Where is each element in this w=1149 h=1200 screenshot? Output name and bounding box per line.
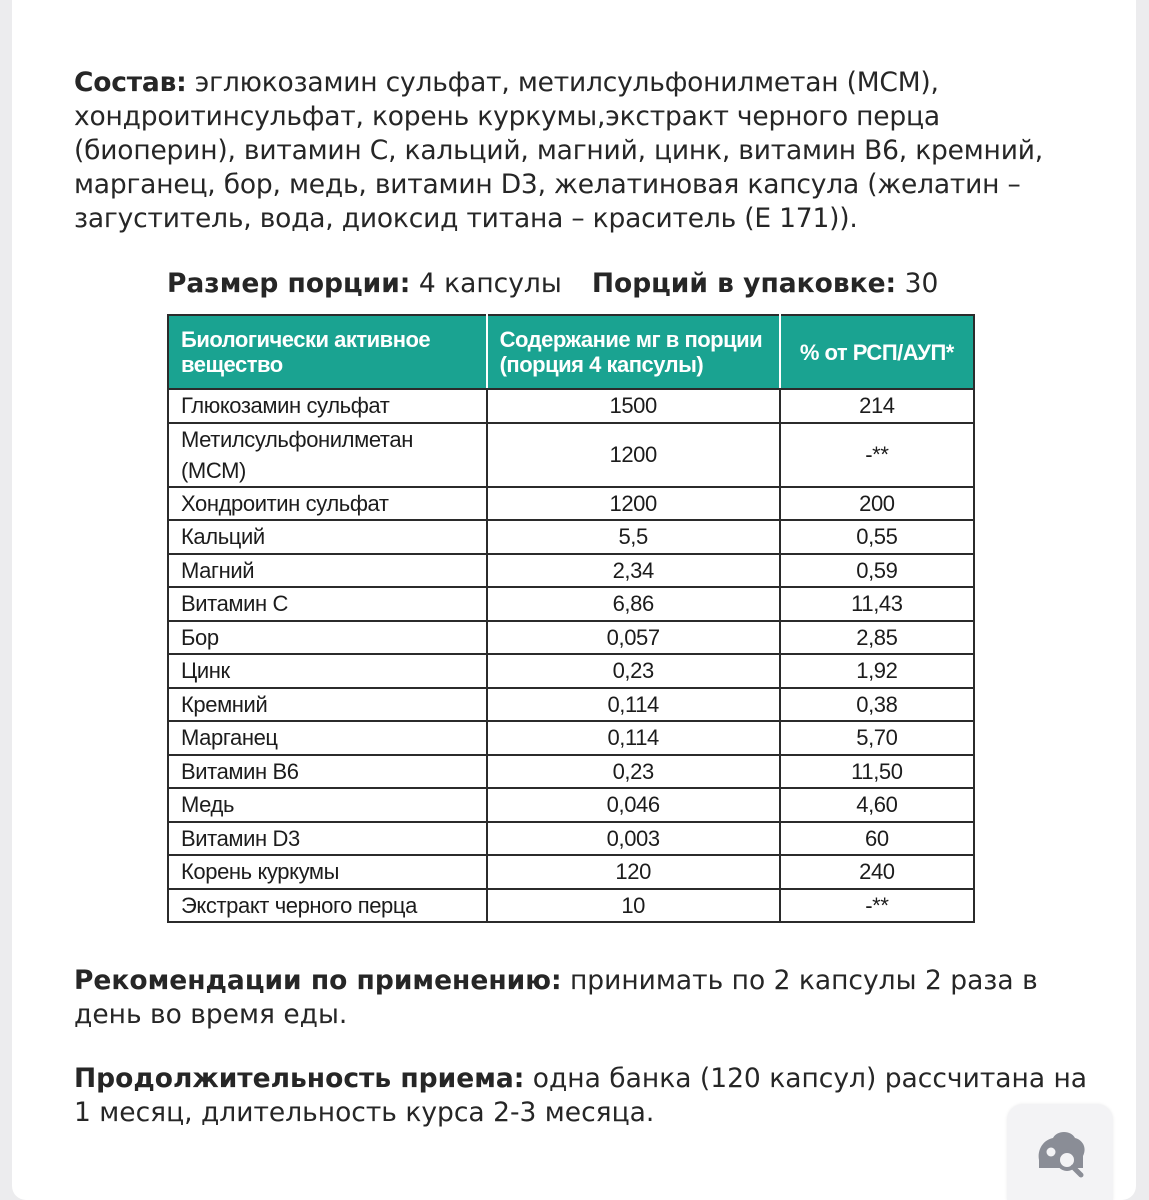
cell-content-mg: 0,23 — [487, 755, 780, 789]
table-row — [168, 721, 974, 755]
cell-content-mg: 0,003 — [487, 822, 780, 856]
cell-content-mg: 1500 — [487, 389, 780, 423]
composition-text: эглюкозамин сульфат, метилсульфонилметан (МСМ), хондроитинсульфат, корень куркумы,экстракт черного перца (биоперин), витамин С, кальций, магний, цинк, витамин В6, кремний, марганец, бор, медь, витамин D3, желатиновая капсула (желатин – загуститель, вода, диоксид титана – краситель (Е 171)). — [74, 67, 1043, 234]
header-content: Содержание мг в порции (порция 4 капсулы) — [487, 315, 780, 389]
table-row — [168, 855, 974, 889]
cell-content-mg: 0,114 — [487, 721, 780, 755]
cell-percent: 60 — [780, 822, 974, 856]
cell-percent: 1,92 — [780, 654, 974, 688]
cell-substance: Цинк — [168, 654, 487, 688]
cell-percent: 11,43 — [780, 587, 974, 621]
cell-substance: Метилсульфонилметан (МСМ) — [168, 423, 487, 487]
cell-content-mg: 120 — [487, 855, 780, 889]
cell-percent: -** — [780, 889, 974, 923]
cell-substance: Витамин D3 — [168, 822, 487, 856]
cell-substance: Кремний — [168, 688, 487, 722]
table-row — [168, 621, 974, 655]
cell-content-mg: 0,114 — [487, 688, 780, 722]
cell-content-mg: 2,34 — [487, 554, 780, 588]
table-header-row — [168, 315, 974, 389]
cell-percent: 240 — [780, 855, 974, 889]
cell-content-mg: 0,23 — [487, 654, 780, 688]
cell-content-mg: 1200 — [487, 423, 780, 487]
header-substance: Биологически активное вещество — [168, 315, 487, 389]
portion-size-label: Размер порции: — [167, 268, 411, 299]
table-row — [168, 587, 974, 621]
duration-text: одна банка (120 капсул) рассчитана на 1 месяц, длительность курса 2-3 месяца. — [74, 1063, 1088, 1128]
cell-content-mg: 6,86 — [487, 587, 780, 621]
cell-substance: Витамин В6 — [168, 755, 487, 789]
table-row — [168, 755, 974, 789]
image-search-button[interactable] — [1007, 1104, 1113, 1200]
cell-substance: Витамин С — [168, 587, 487, 621]
duration-paragraph — [74, 1062, 1104, 1130]
cell-substance: Марганец — [168, 721, 487, 755]
cell-percent: -** — [780, 423, 974, 487]
cell-percent: 11,50 — [780, 755, 974, 789]
cell-content-mg: 5,5 — [487, 520, 780, 554]
table-row — [168, 788, 974, 822]
cell-substance: Корень куркумы — [168, 855, 487, 889]
table-row — [168, 654, 974, 688]
table-body — [168, 389, 974, 922]
portion-size-value: 4 капсулы — [410, 268, 562, 299]
portion-info — [167, 266, 997, 302]
cell-substance: Бор — [168, 621, 487, 655]
duration-label: Продолжительность приема: — [74, 1063, 525, 1094]
table-row — [168, 822, 974, 856]
cell-substance: Медь — [168, 788, 487, 822]
nutrient-table — [167, 314, 975, 923]
table-row — [168, 554, 974, 588]
table-row — [168, 889, 974, 923]
cell-percent: 4,60 — [780, 788, 974, 822]
recommendation-label: Рекомендации по применению: — [74, 965, 562, 996]
cell-percent: 5,70 — [780, 721, 974, 755]
cell-content-mg: 10 — [487, 889, 780, 923]
cell-percent: 200 — [780, 487, 974, 521]
cell-percent: 2,85 — [780, 621, 974, 655]
cell-percent: 0,38 — [780, 688, 974, 722]
recommendation-paragraph — [74, 964, 1084, 1032]
cell-percent: 0,59 — [780, 554, 974, 588]
table-row — [168, 389, 974, 423]
table-row — [168, 487, 974, 521]
header-percent: % от РСП/АУП* — [780, 315, 974, 389]
cell-content-mg: 1200 — [487, 487, 780, 521]
composition-paragraph — [74, 66, 1074, 236]
recommendation-text: принимать по 2 капсулы 2 раза в день во время еды. — [74, 965, 1038, 1030]
portion-count-label: Порций в упаковке: — [591, 268, 897, 299]
cell-substance: Экстракт черного перца — [168, 889, 487, 923]
cell-substance: Магний — [168, 554, 487, 588]
image-search-icon — [1033, 1126, 1089, 1178]
composition-label: Состав: — [74, 67, 187, 98]
portion-count-value: 30 — [896, 268, 939, 299]
cell-substance: Кальций — [168, 520, 487, 554]
cell-content-mg: 0,046 — [487, 788, 780, 822]
cell-substance: Глюкозамин сульфат — [168, 389, 487, 423]
table-row — [168, 688, 974, 722]
cell-percent: 214 — [780, 389, 974, 423]
cell-substance: Хондроитин сульфат — [168, 487, 487, 521]
table-row — [168, 423, 974, 487]
cell-content-mg: 0,057 — [487, 621, 780, 655]
cell-percent: 0,55 — [780, 520, 974, 554]
table-row — [168, 520, 974, 554]
